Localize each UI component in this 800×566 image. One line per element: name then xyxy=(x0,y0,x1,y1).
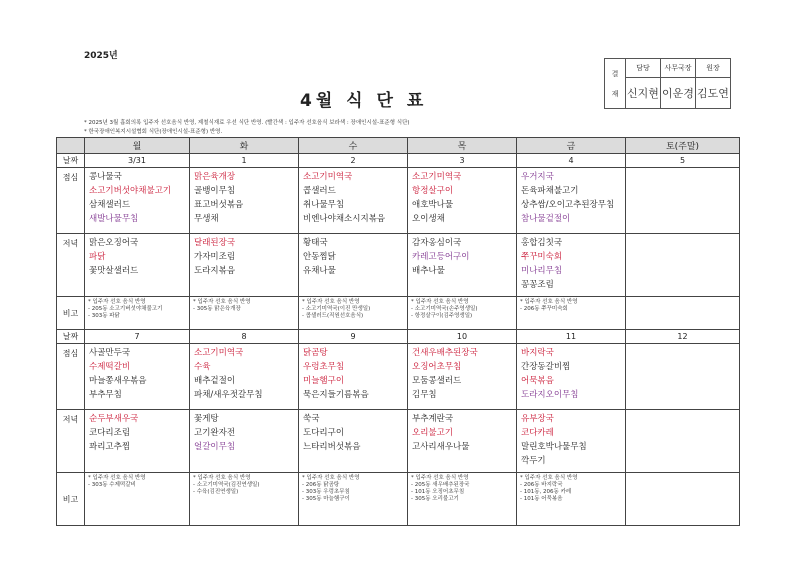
menu-item: 배추나물 xyxy=(412,266,445,276)
remark-line: - 101동 오징어초무침 xyxy=(411,489,465,495)
menu-item: 황태국 xyxy=(303,238,328,248)
year-label: 2025년 xyxy=(84,51,118,61)
lunch-items xyxy=(408,344,516,402)
menu-item: 쑥국 xyxy=(303,414,320,424)
remark-line: * 입주자 선호 음식 반영 xyxy=(88,475,146,481)
remark-line: * 입주자 선호 음식 반영 xyxy=(88,299,146,305)
date-cell: 8 xyxy=(190,330,299,344)
remark-cell xyxy=(626,297,740,330)
menu-item: 콥샐러드 xyxy=(303,186,336,196)
menu-item: 순두부새우국 xyxy=(89,414,139,424)
menu-item: 오이생채 xyxy=(412,214,445,224)
remark-line: - 206동 바지락국 xyxy=(520,482,563,488)
day-header-5: 금 xyxy=(517,138,626,154)
remark-line: - 303동 파닭 xyxy=(88,313,120,319)
menu-item: 김무침 xyxy=(412,390,437,400)
menu-item: 표고버섯볶음 xyxy=(194,200,244,210)
menu-item: 소고기미역국 xyxy=(194,348,244,358)
menu-item: 오징어초무침 xyxy=(412,362,462,372)
menu-item: 도다리구이 xyxy=(303,428,345,438)
date-cell: 10 xyxy=(408,330,517,344)
remark-line: * 입주자 선호 음식 반영 xyxy=(520,299,578,305)
menu-item: 간장동갈비찜 xyxy=(521,362,571,372)
dinner-items xyxy=(408,410,516,454)
lunch-cell xyxy=(408,168,517,234)
menu-item: 콩나물국 xyxy=(89,172,122,182)
remark-text xyxy=(85,297,189,322)
lunch-cell xyxy=(85,168,190,234)
header-corner xyxy=(57,138,85,154)
lunch-cell xyxy=(190,168,299,234)
lunch-cell xyxy=(517,168,626,234)
menu-item: 삼채샐러드 xyxy=(89,200,131,210)
remark-text xyxy=(408,297,516,322)
dinner-cell xyxy=(85,410,190,473)
dinner-cell xyxy=(299,234,408,297)
remark-cell xyxy=(85,473,190,526)
menu-item: 참나물겉절이 xyxy=(521,214,571,224)
remark-line: - 205동 소고기버섯야채불고기 xyxy=(88,306,163,312)
lunch-items xyxy=(517,344,625,402)
remark-text xyxy=(626,297,739,301)
dinner-items xyxy=(626,234,739,236)
remark-cell xyxy=(190,297,299,330)
lunch-cell xyxy=(408,344,517,410)
dinner-items xyxy=(626,410,739,412)
approval-role-head: 원장 xyxy=(696,59,731,78)
dinner-items xyxy=(85,234,189,278)
date-cell: 5 xyxy=(626,154,740,168)
remark-line: - 206동 쭈꾸미숙회 xyxy=(520,306,568,312)
menu-item: 꽁꽁조림 xyxy=(521,280,554,290)
lunch-cell xyxy=(626,344,740,410)
menu-item: 꽈리고추찜 xyxy=(89,442,131,452)
lunch-cell xyxy=(299,168,408,234)
remark-text xyxy=(299,473,407,505)
date-label: 날짜 xyxy=(57,154,85,168)
date-cell: 1 xyxy=(190,154,299,168)
menu-item: 파채/새우젓갈무침 xyxy=(194,390,263,400)
menu-item: 얼갈이무침 xyxy=(194,442,236,452)
date-label: 날짜 xyxy=(57,330,85,344)
menu-item: 상추쌈/오이고추된장무침 xyxy=(521,200,615,210)
remark-cell xyxy=(517,297,626,330)
menu-item: 배추겉절이 xyxy=(194,376,236,386)
menu-item: 우거지국 xyxy=(521,172,554,182)
menu-item: 파닭 xyxy=(89,252,106,262)
lunch-items xyxy=(190,168,298,226)
menu-item: 맑은오징어국 xyxy=(89,238,139,248)
date-cell: 11 xyxy=(517,330,626,344)
menu-item: 돈육파채불고기 xyxy=(521,186,579,196)
remark-label: 비고 xyxy=(57,473,85,526)
menu-item: 소고기버섯야채불고기 xyxy=(89,186,172,196)
menu-item: 소고기미역국 xyxy=(303,172,353,182)
remark-line: - 101동, 206동 카레 xyxy=(520,489,572,495)
menu-item: 애호박나물 xyxy=(412,200,454,210)
approval-side-top: 결 xyxy=(611,69,619,78)
menu-item: 취나물무침 xyxy=(303,200,345,210)
dinner-cell xyxy=(190,234,299,297)
signature-head: 김도연 xyxy=(696,78,731,109)
lunch-items xyxy=(299,344,407,402)
lunch-cell xyxy=(517,344,626,410)
remark-line: - 소고기미역국(손주영생일) xyxy=(411,306,478,312)
remark-line: * 입주자 선호 음식 반영 xyxy=(411,475,469,481)
menu-item: 사골만두국 xyxy=(89,348,131,358)
menu-item: 느타리버섯볶음 xyxy=(303,442,361,452)
menu-item: 유채나물 xyxy=(303,266,336,276)
dinner-cell xyxy=(626,234,740,297)
menu-item: 말린호박나물무침 xyxy=(521,442,587,452)
remark-cell xyxy=(408,297,517,330)
signature-director: 이운경 xyxy=(661,78,696,109)
remark-cell xyxy=(190,473,299,526)
approval-role-director: 사무국장 xyxy=(661,59,696,78)
day-header-1: 월 xyxy=(85,138,190,154)
signature-staff: 신지현 xyxy=(626,78,661,109)
dinner-cell xyxy=(85,234,190,297)
dinner-cell xyxy=(299,410,408,473)
date-cell: 2 xyxy=(299,154,408,168)
menu-item: 우렁초무침 xyxy=(303,362,345,372)
dinner-label: 저녁 xyxy=(57,410,85,473)
menu-item: 쭈꾸미숙회 xyxy=(521,252,563,262)
lunch-cell xyxy=(299,344,408,410)
menu-item: 비엔나야채소시지볶음 xyxy=(303,214,386,224)
lunch-items xyxy=(85,168,189,226)
dinner-items xyxy=(517,410,625,468)
menu-item: 건새우배추된장국 xyxy=(412,348,478,358)
lunch-label: 점심 xyxy=(57,344,85,410)
remark-cell xyxy=(299,297,408,330)
lunch-cell xyxy=(85,344,190,410)
dinner-items xyxy=(85,410,189,454)
menu-item: 유부장국 xyxy=(521,414,554,424)
remark-text xyxy=(190,473,298,498)
menu-item: 달래된장국 xyxy=(194,238,236,248)
menu-item: 새발나물무침 xyxy=(89,214,139,224)
menu-item: 미나리무침 xyxy=(521,266,563,276)
menu-item: 꽃게탕 xyxy=(194,414,219,424)
remark-line: - 소고기미역국(이진 만생일) xyxy=(302,306,371,312)
lunch-items xyxy=(517,168,625,226)
remark-text xyxy=(517,473,625,505)
dinner-items xyxy=(299,410,407,454)
page-title: 4월 식 단 표 xyxy=(300,91,428,111)
remark-cell xyxy=(299,473,408,526)
menu-item: 고기완자전 xyxy=(194,428,236,438)
dinner-cell xyxy=(190,410,299,473)
date-cell: 12 xyxy=(626,330,740,344)
menu-item: 마늘쫑새우볶음 xyxy=(89,376,147,386)
dinner-items xyxy=(299,234,407,278)
lunch-items xyxy=(299,168,407,226)
menu-item: 바지락국 xyxy=(521,348,554,358)
dinner-label: 저녁 xyxy=(57,234,85,297)
lunch-items xyxy=(408,168,516,226)
menu-item: 도라지오이무침 xyxy=(521,390,579,400)
remark-cell xyxy=(517,473,626,526)
menu-item: 소고기미역국 xyxy=(412,172,462,182)
menu-item: 오리불고기 xyxy=(412,428,454,438)
menu-item: 부추무침 xyxy=(89,390,122,400)
menu-item: 미늘햄구이 xyxy=(303,376,345,386)
day-header-4: 목 xyxy=(408,138,517,154)
remark-line: * 입주자 선호 음식 반영 xyxy=(193,475,251,481)
menu-item: 고사리새우나물 xyxy=(412,442,470,452)
menu-item: 홍합김칫국 xyxy=(521,238,563,248)
menu-item: 코다리조림 xyxy=(89,428,131,438)
dinner-cell xyxy=(626,410,740,473)
menu-item: 수육 xyxy=(194,362,211,372)
menu-item: 맑은육개장 xyxy=(194,172,236,182)
menu-item: 꽃맛살샐러드 xyxy=(89,266,139,276)
dinner-cell xyxy=(517,410,626,473)
approval-box xyxy=(604,58,731,109)
dinner-cell xyxy=(517,234,626,297)
date-cell: 3 xyxy=(408,154,517,168)
remark-text xyxy=(626,473,739,477)
dinner-items xyxy=(408,234,516,278)
day-header-3: 수 xyxy=(299,138,408,154)
date-cell: 9 xyxy=(299,330,408,344)
lunch-items xyxy=(626,344,739,346)
dinner-items xyxy=(190,234,298,278)
remark-line: - 303동 우렁초무침 xyxy=(302,489,350,495)
date-cell: 3/31 xyxy=(85,154,190,168)
menu-item: 코다카레 xyxy=(521,428,554,438)
date-cell: 7 xyxy=(85,330,190,344)
remark-line: - 항정살구이(김주영생일) xyxy=(411,313,473,319)
remark-line: - 305동 마늘햄구이 xyxy=(302,496,350,502)
lunch-items xyxy=(626,168,739,170)
remark-line: * 입주자 선호 음식 반영 xyxy=(520,475,578,481)
remark-text xyxy=(190,297,298,315)
remark-cell xyxy=(626,473,740,526)
menu-item: 항정살구이 xyxy=(412,186,454,196)
remark-line: * 입주자 선호 음식 반영 xyxy=(302,299,360,305)
remark-line: - 205동 새우배추된장국 xyxy=(411,482,470,488)
remark-cell xyxy=(408,473,517,526)
remark-line: - 303동 수제떡갈비 xyxy=(88,482,136,488)
remark-line: - 305동 오리불고기 xyxy=(411,496,459,502)
lunch-cell xyxy=(626,168,740,234)
remark-line: * 입주자 선호 음식 반영 xyxy=(193,299,251,305)
dinner-cell xyxy=(408,234,517,297)
remark-line: - 콥샐러드(직원선호음식) xyxy=(302,313,364,319)
remark-line: - 305동 맑은육개장 xyxy=(193,306,241,312)
remark-label: 비고 xyxy=(57,297,85,330)
menu-item: 무생채 xyxy=(194,214,219,224)
menu-item: 안동찜닭 xyxy=(303,252,336,262)
approval-side-bottom: 재 xyxy=(611,89,619,98)
approval-role-staff: 담당 xyxy=(626,59,661,78)
menu-item: 골뱅이무침 xyxy=(194,186,236,196)
remark-line: - 수육(김진연생일) xyxy=(193,489,239,495)
menu-item: 카레고등어구이 xyxy=(412,252,470,262)
remark-text xyxy=(408,473,516,505)
menu-item: 부추계란국 xyxy=(412,414,454,424)
day-header-2: 화 xyxy=(190,138,299,154)
day-header-6: 토(주말) xyxy=(626,138,740,154)
lunch-label: 점심 xyxy=(57,168,85,234)
remark-line: - 101동 어묵볶음 xyxy=(520,496,563,502)
approval-side-label xyxy=(605,59,626,109)
note-line-2: * 한국장애인복지시설협회 식단(장애인시설-표준형) 반영. xyxy=(84,129,223,135)
menu-item: 감자옹심이국 xyxy=(412,238,462,248)
lunch-items xyxy=(85,344,189,402)
remark-cell xyxy=(85,297,190,330)
menu-item: 수제떡갈비 xyxy=(89,362,131,372)
dinner-items xyxy=(517,234,625,292)
remark-text xyxy=(299,297,407,322)
remark-text xyxy=(517,297,625,315)
lunch-cell xyxy=(190,344,299,410)
remark-text xyxy=(85,473,189,491)
note-line-1: * 2025년 3월 흡회의록 입주자 선호음식 반영, 제철식재료 우선 식단 반영. (빨간색 : 입주자 선호음식 보라색 : 장애인시설-표준형 식단) xyxy=(84,120,410,126)
dinner-items xyxy=(190,410,298,454)
remark-line: * 입주자 선호 음식 반영 xyxy=(411,299,469,305)
dinner-cell xyxy=(408,410,517,473)
menu-item: 어묵볶음 xyxy=(521,376,554,386)
lunch-items xyxy=(190,344,298,402)
menu-item: 닭곰탕 xyxy=(303,348,328,358)
remark-line: - 206동 닭곰탕 xyxy=(302,482,340,488)
menu-item: 모둠콩샐러드 xyxy=(412,376,462,386)
menu-item: 가자미조림 xyxy=(194,252,236,262)
remark-line: - 소고기미역국(김진연생일) xyxy=(193,482,260,488)
menu-table xyxy=(56,137,740,526)
menu-item: 묵은지들기름볶음 xyxy=(303,390,369,400)
menu-item: 도라지볶음 xyxy=(194,266,236,276)
remark-line: * 입주자 선호 음식 반영 xyxy=(302,475,360,481)
menu-item: 깍두기 xyxy=(521,456,546,466)
date-cell: 4 xyxy=(517,154,626,168)
